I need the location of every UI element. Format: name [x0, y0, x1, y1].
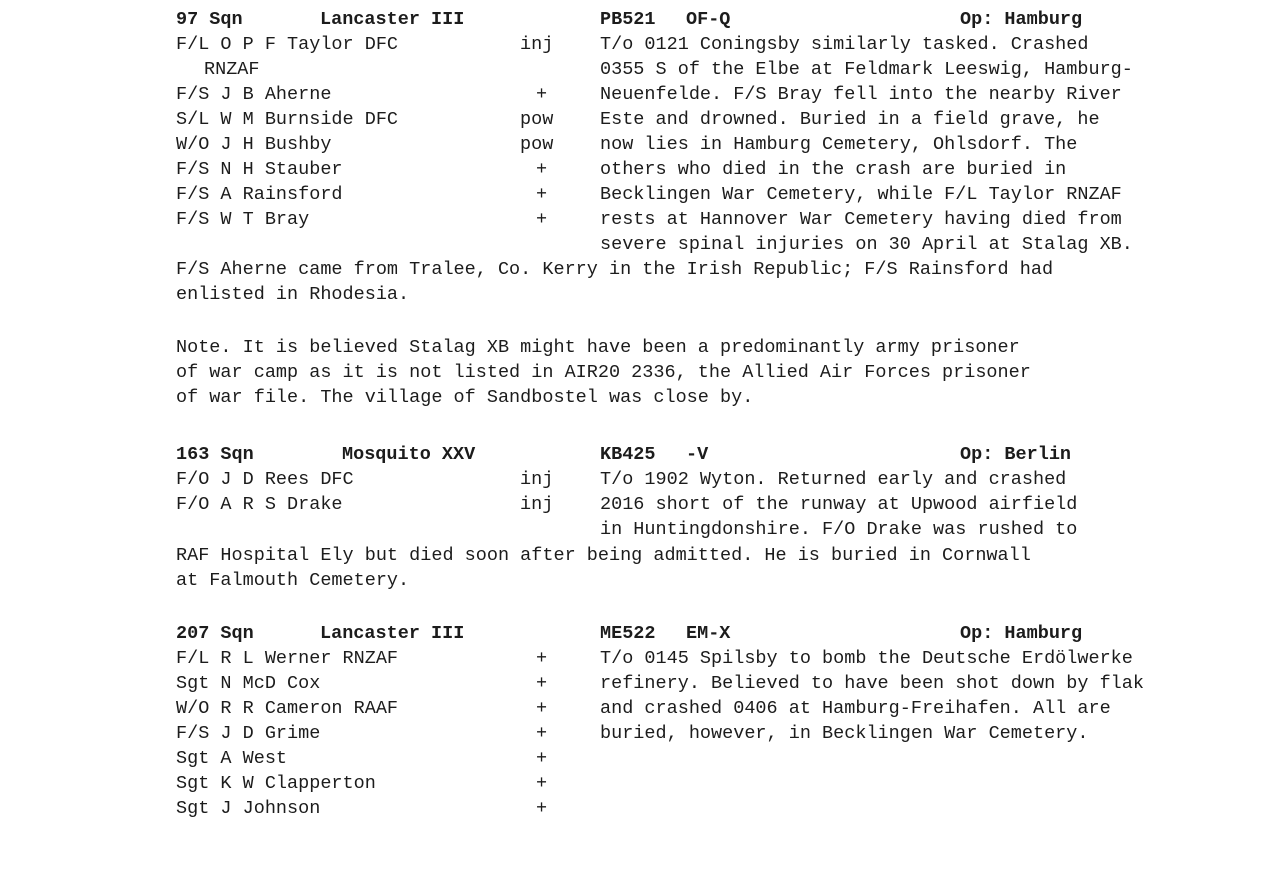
crew-status: pow — [520, 134, 554, 155]
crew-name: F/S J D Grime — [176, 723, 321, 744]
crew-status: + — [536, 648, 548, 669]
crew-status: + — [536, 209, 548, 230]
narrative-line: enlisted in Rhodesia. — [176, 284, 410, 305]
crew-status: + — [536, 773, 548, 794]
narrative-line: 2016 short of the runway at Upwood airfield — [600, 494, 1078, 515]
narrative-line: rests at Hannover War Cemetery having died from — [600, 209, 1122, 230]
aircraft-serial: KB425 — [600, 444, 656, 465]
crew-name: F/S N H Stauber — [176, 159, 343, 180]
note-line: Note. It is believed Stalag XB might have been a predominantly army prisoner — [176, 337, 1020, 358]
aircraft-type: Lancaster III — [320, 623, 465, 644]
crew-status: + — [536, 723, 548, 744]
narrative-line: in Huntingdonshire. F/O Drake was rushed to — [600, 519, 1078, 540]
crew-status: inj — [520, 494, 554, 515]
narrative-line: T/o 1902 Wyton. Returned early and crashed — [600, 469, 1067, 490]
aircraft-serial: PB521 — [600, 9, 656, 30]
aircraft-code: -V — [686, 444, 709, 465]
crew-name: F/S A Rainsford — [176, 184, 343, 205]
crew-name: F/O J D Rees DFC — [176, 469, 354, 490]
narrative-line: severe spinal injuries on 30 April at Stalag XB. — [600, 234, 1133, 255]
narrative-line: RAF Hospital Ely but died soon after being admitted. He is buried in Cornwall — [176, 545, 1031, 566]
crew-name: W/O J H Bushby — [176, 134, 332, 155]
narrative-line: and crashed 0406 at Hamburg-Freihafen. All are — [600, 698, 1111, 719]
unit-name: 97 Sqn — [176, 9, 243, 30]
crew-status: pow — [520, 109, 554, 130]
crew-name: F/L O P F Taylor DFC — [176, 34, 399, 55]
crew-name: F/O A R S Drake — [176, 494, 343, 515]
note-line: of war camp as it is not listed in AIR20 2336, the Allied Air Forces prisoner — [176, 362, 1031, 383]
crew-name: F/S W T Bray — [176, 209, 310, 230]
narrative-line: buried, however, in Becklingen War Cemetery. — [600, 723, 1089, 744]
crew-name: Sgt N McD Cox — [176, 673, 321, 694]
crew-name: F/L R L Werner RNZAF — [176, 648, 399, 669]
narrative-line: Becklingen War Cemetery, while F/L Taylor RNZAF — [600, 184, 1122, 205]
crew-name: W/O R R Cameron RAAF — [176, 698, 399, 719]
narrative-line: F/S Aherne came from Tralee, Co. Kerry in the Irish Republic; F/S Rainsford had — [176, 259, 1054, 280]
narrative-line: now lies in Hamburg Cemetery, Ohlsdorf. The — [600, 134, 1078, 155]
crew-name: Sgt K W Clapperton — [176, 773, 376, 794]
crew-status: + — [536, 673, 548, 694]
note-line: of war file. The village of Sandbostel was close by. — [176, 387, 754, 408]
narrative-line: T/o 0145 Spilsby to bomb the Deutsche Erdölwerke — [600, 648, 1133, 669]
aircraft-type: Mosquito XXV — [342, 444, 476, 465]
crew-status: inj — [520, 34, 554, 55]
unit-name: 207 Sqn — [176, 623, 254, 644]
operation-target: Op: Hamburg — [960, 623, 1083, 644]
narrative-line: Este and drowned. Buried in a field grave, he — [600, 109, 1100, 130]
crew-status: + — [536, 748, 548, 769]
operation-target: Op: Hamburg — [960, 9, 1083, 30]
narrative-line: 0355 S of the Elbe at Feldmark Leeswig, Hamburg- — [600, 59, 1133, 80]
narrative-line: refinery. Believed to have been shot down by flak — [600, 673, 1144, 694]
narrative-line: T/o 0121 Coningsby similarly tasked. Crashed — [600, 34, 1089, 55]
narrative-line: others who died in the crash are buried in — [600, 159, 1067, 180]
crew-status: + — [536, 184, 548, 205]
crew-name: Sgt J Johnson — [176, 798, 321, 819]
aircraft-serial: ME522 — [600, 623, 656, 644]
aircraft-code: EM-X — [686, 623, 731, 644]
crew-status: + — [536, 159, 548, 180]
aircraft-code: OF-Q — [686, 9, 731, 30]
crew-status: + — [536, 84, 548, 105]
aircraft-type: Lancaster III — [320, 9, 465, 30]
crew-name: F/S J B Aherne — [176, 84, 332, 105]
unit-name: 163 Sqn — [176, 444, 254, 465]
crew-status: inj — [520, 469, 554, 490]
narrative-line: Neuenfelde. F/S Bray fell into the nearby River — [600, 84, 1122, 105]
crew-name: S/L W M Burnside DFC — [176, 109, 399, 130]
crew-status: + — [536, 798, 548, 819]
narrative-line: at Falmouth Cemetery. — [176, 570, 410, 591]
operation-target: Op: Berlin — [960, 444, 1072, 465]
crew-name: Sgt A West — [176, 748, 288, 769]
crew-name: RNZAF — [204, 59, 260, 80]
crew-status: + — [536, 698, 548, 719]
